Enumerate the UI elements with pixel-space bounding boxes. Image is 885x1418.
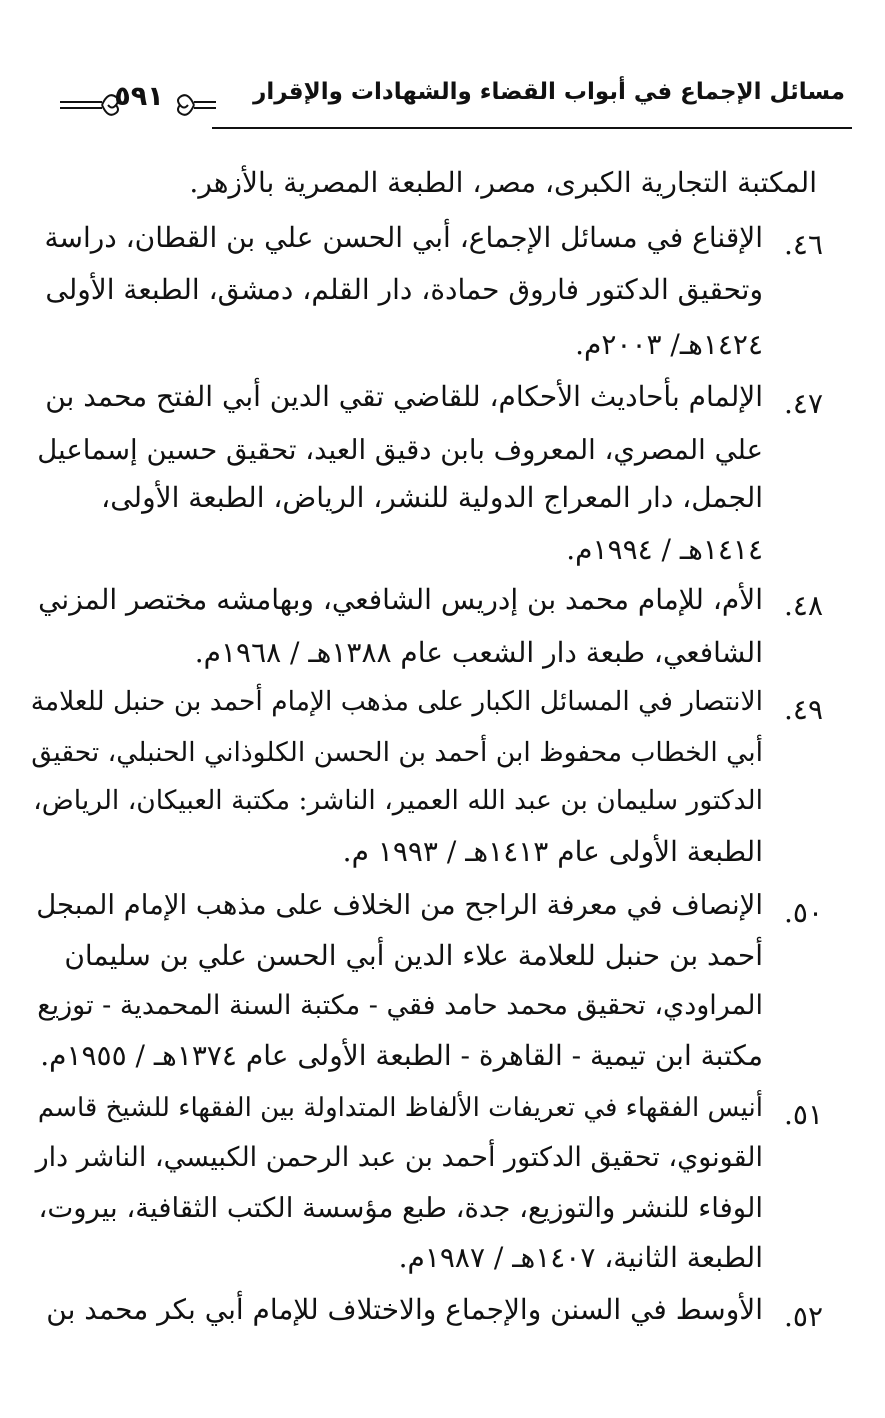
entry-number: ٥٢. <box>784 1300 823 1333</box>
running-head-title: مسائل الإجماع في أبواب القضاء والشهادات والإقرار <box>253 79 845 105</box>
entry-line: وتحقيق الدكتور فاروق حمادة، دار القلم، دمشق، الطبعة الأولى <box>45 273 763 306</box>
entry-line: أحمد بن حنبل للعلامة علاء الدين أبي الحسن علي بن سليمان <box>64 939 763 972</box>
entry-line: ١٤٢٤هـ/ ٢٠٠٣م. <box>575 328 763 361</box>
entry-line: القونوي، تحقيق الدكتور أحمد بن عبد الرحمن الكبيسي، الناشر دار <box>35 1142 763 1173</box>
entry-line: الجمل، دار المعراج الدولية للنشر، الرياض، الطبعة الأولى، <box>101 481 763 514</box>
entry-line: الإقناع في مسائل الإجماع، أبي الحسن علي بن القطان، دراسة <box>44 221 763 254</box>
entry-number: ٤٩. <box>784 693 823 726</box>
entry-line: علي المصري، المعروف بابن دقيق العيد، تحقيق حسين إسماعيل <box>37 434 763 466</box>
entry-line: الطبعة الأولى عام ١٤١٣هـ / ١٩٩٣ م. <box>342 835 763 868</box>
entry-number: ٥١. <box>784 1098 823 1131</box>
entry-line: أبي الخطاب محفوظ ابن أحمد بن الحسن الكلوذاني الحنبلي، تحقيق <box>31 737 763 768</box>
entry-line: مكتبة ابن تيمية - القاهرة - الطبعة الأولى عام ١٣٧٤هـ / ١٩٥٥م. <box>40 1039 763 1072</box>
entry-line: الطبعة الثانية، ١٤٠٧هـ / ١٩٨٧م. <box>398 1241 763 1274</box>
entry-line: الدكتور سليمان بن عبد الله العمير، الناشر: مكتبة العبيكان، الرياض، <box>33 785 763 816</box>
continuation-line: المكتبة التجارية الكبرى، مصر، الطبعة المصرية بالأزهر. <box>189 166 817 199</box>
entry-number: ٤٨. <box>784 589 823 622</box>
header-divider <box>212 127 852 129</box>
entry-line: الأوسط في السنن والإجماع والاختلاف للإمام أبي بكر محمد بن <box>46 1293 763 1326</box>
entry-line: الوفاء للنشر والتوزيع، جدة، طبع مؤسسة الكتب الثقافية، بيروت، <box>38 1192 763 1224</box>
entry-line: أنيس الفقهاء في تعريفات الألفاظ المتداولة بين الفقهاء للشيخ قاسم <box>37 1093 763 1123</box>
entry-line: المراودي، تحقيق محمد حامد فقي - مكتبة السنة المحمدية - توزيع <box>37 990 763 1021</box>
entry-number: ٤٦. <box>784 228 823 261</box>
entry-line: ١٤١٤هـ / ١٩٩٤م. <box>566 533 763 566</box>
entry-line: الإلمام بأحاديث الأحكام، للقاضي تقي الدين أبي الفتح محمد بن <box>45 380 763 413</box>
entry-line: الأم، للإمام محمد بن إدريس الشافعي، وبهامشه مختصر المزني <box>38 583 763 616</box>
entry-number: ٥٠. <box>784 896 823 929</box>
entry-line: الإنصاف في معرفة الراجح من الخلاف على مذهب الإمام المبجل <box>36 889 763 921</box>
entry-line: الانتصار في المسائل الكبار على مذهب الإمام أحمد بن حنبل للعلامة <box>30 686 763 717</box>
page-number: ٥٩١ <box>114 81 164 112</box>
entry-number: ٤٧. <box>784 387 823 420</box>
entry-line: الشافعي، طبعة دار الشعب عام ١٣٨٨هـ / ١٩٦٨م. <box>194 636 763 669</box>
